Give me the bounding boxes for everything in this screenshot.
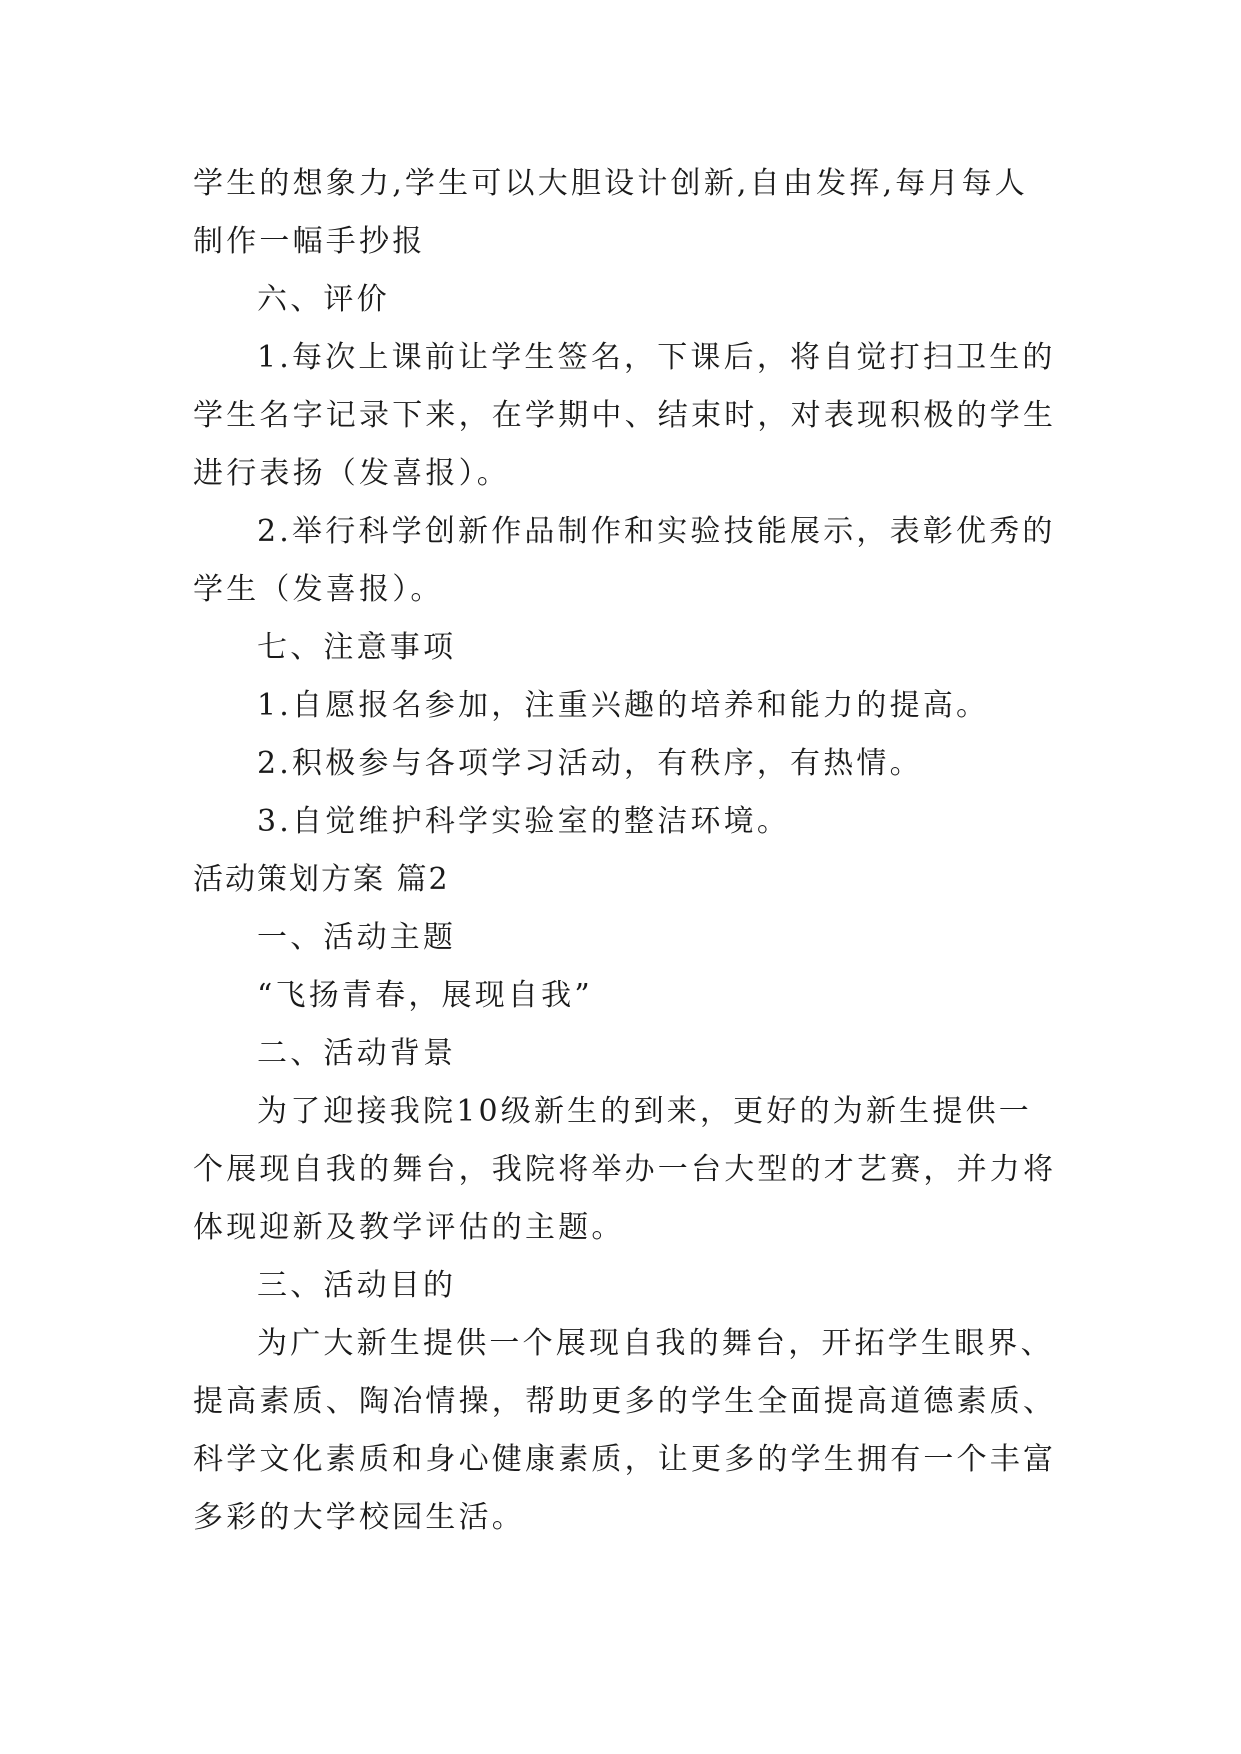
list-item: 1.每次上课前让学生签名，下课后，将自觉打扫卫生的 xyxy=(257,340,1056,375)
section-heading: 一、活动主题 xyxy=(257,920,457,955)
body-text-line: 多彩的大学校园生活。 xyxy=(193,1500,525,1535)
body-text-line: 制作一幅手抄报 xyxy=(193,224,426,259)
list-item: 2.举行科学创新作品制作和实验技能展示，表彰优秀的 xyxy=(257,514,1056,549)
body-text-line: 进行表扬（发喜报）。 xyxy=(193,456,510,491)
body-text-line: 学生（发喜报）。 xyxy=(193,572,444,607)
section-heading: 七、注意事项 xyxy=(257,630,457,665)
body-text-line: 学生名字记录下来，在学期中、结束时，对表现积极的学生 xyxy=(193,398,1057,433)
list-item: 3.自觉维护科学实验室的整洁环境。 xyxy=(257,804,791,839)
body-text-line: 为了迎接我院10级新生的到来，更好的为新生提供一 xyxy=(257,1094,1032,1129)
section-heading: 二、活动背景 xyxy=(257,1036,457,1071)
body-text-line: 学生的想象力,学生可以大胆设计创新,自由发挥,每月每人 xyxy=(193,166,1029,201)
body-text-line: 体现迎新及教学评估的主题。 xyxy=(193,1210,625,1245)
document-title: 活动策划方案 篇2 xyxy=(193,862,450,897)
list-item: 1.自愿报名参加，注重兴趣的培养和能力的提高。 xyxy=(257,688,990,723)
body-text-line: 为广大新生提供一个展现自我的舞台，开拓学生眼界、 xyxy=(257,1326,1054,1361)
body-text-line: 个展现自我的舞台，我院将举办一台大型的才艺赛，并力将 xyxy=(193,1152,1057,1187)
section-heading: 六、评价 xyxy=(257,282,390,317)
theme-quote: “飞扬青春，展现自我” xyxy=(257,978,593,1013)
section-heading: 三、活动目的 xyxy=(257,1268,457,1303)
list-item: 2.积极参与各项学习活动，有秩序，有热情。 xyxy=(257,746,923,781)
body-text-line: 提高素质、陶冶情操，帮助更多的学生全面提高道德素质、 xyxy=(193,1384,1057,1419)
body-text-line: 科学文化素质和身心健康素质，让更多的学生拥有一个丰富 xyxy=(193,1442,1057,1477)
